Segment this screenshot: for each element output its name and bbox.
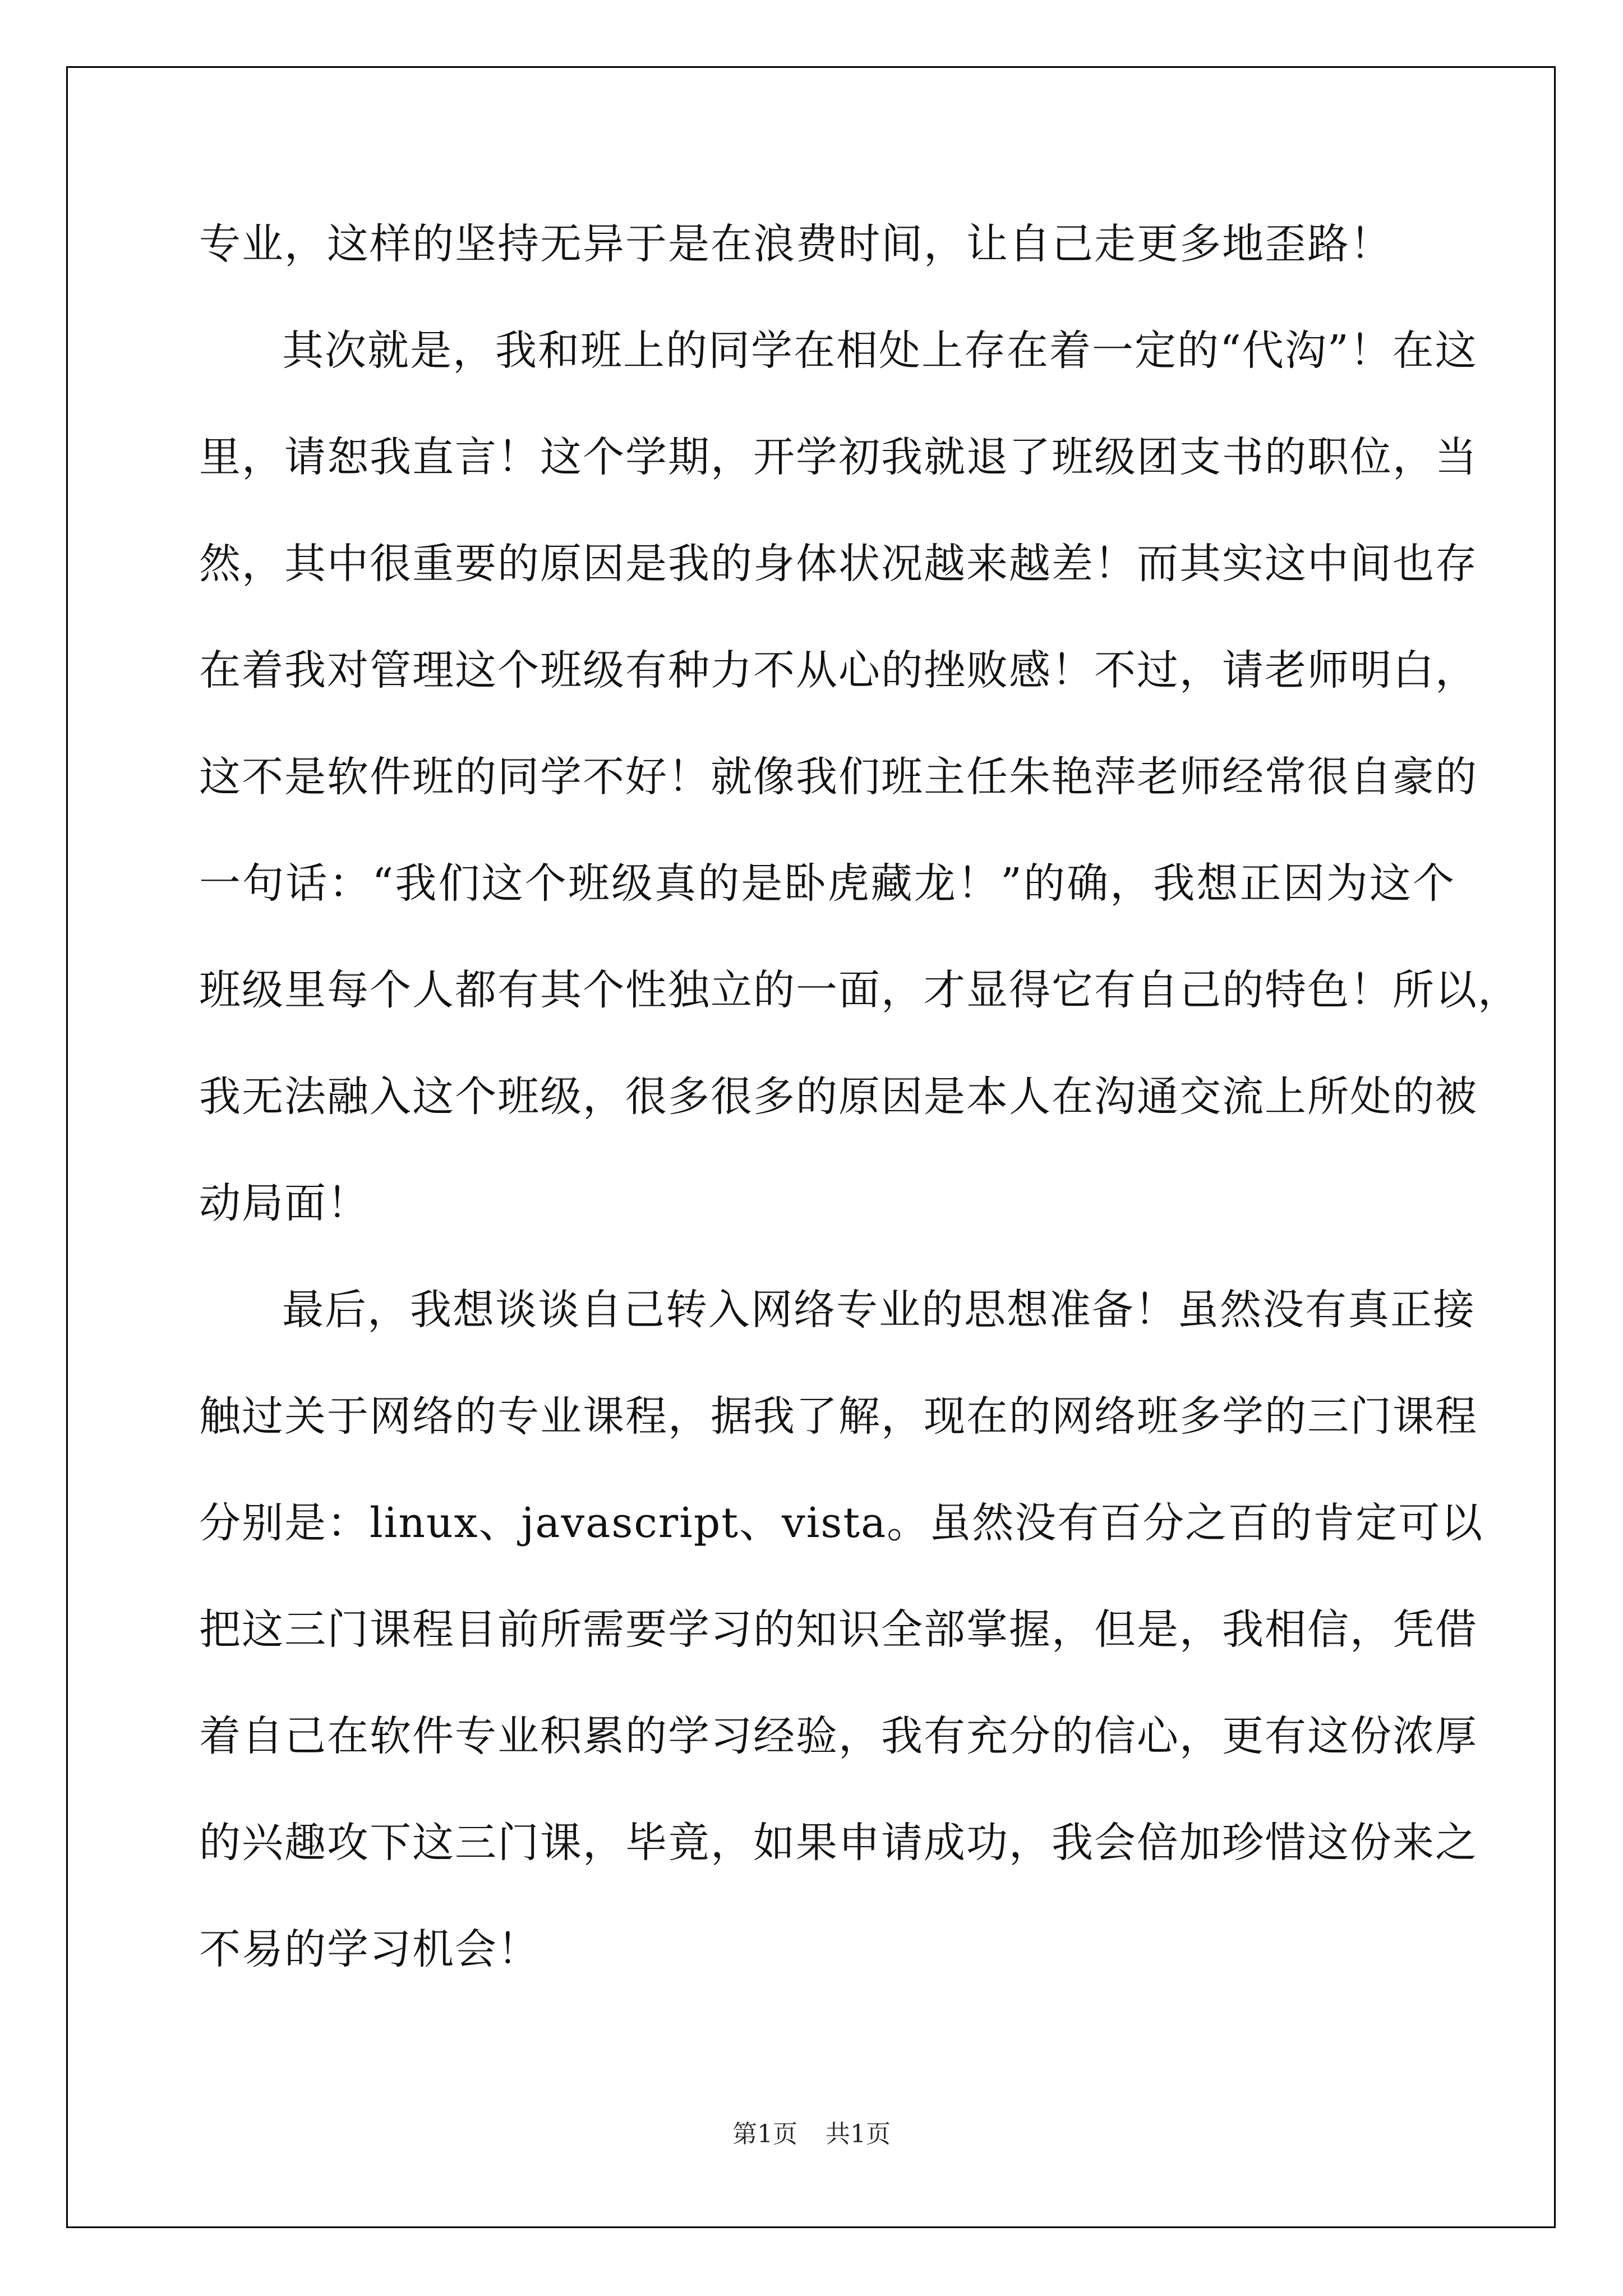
page-number-current: 第1页 <box>732 2120 797 2148</box>
text-line: 把这三门课程目前所需要学习的知识全部掌握，但是，我相信，凭借 <box>199 1605 1478 1654</box>
text-line: 其次就是，我和班上的同学在相处上存在着一定的“代沟”！在这 <box>282 326 1478 375</box>
text-line: 不易的学习机会！ <box>199 1925 540 1973</box>
text-line: 专业，这样的坚持无异于是在浪费时间，让自己走更多地歪路！ <box>199 220 1393 268</box>
text-line: 的兴趣攻下这三门课，毕竟，如果申请成功，我会倍加珍惜这份来之 <box>199 1819 1478 1867</box>
text-line: 然，其中很重要的原因是我的身体状况越来越差！而其实这中间也存 <box>199 540 1478 588</box>
text-line: 一句话：“我们这个班级真的是卧虎藏龙！”的确，我想正因为这个 <box>199 859 1455 908</box>
text-line: 我无法融入这个班级，很多很多的原因是本人在沟通交流上所处的被 <box>199 1073 1478 1121</box>
text-line: 分别是：linux、javascript、vista。虽然没有百分之百的肯定可以 <box>199 1499 1484 1547</box>
text-line: 动局面！ <box>199 1179 370 1227</box>
text-line: 触过关于网络的专业课程，据我了解，现在的网络班多学的三门课程 <box>199 1392 1478 1441</box>
page-number-total: 共1页 <box>826 2120 891 2148</box>
text-line: 这不是软件班的同学不好！就像我们班主任朱艳萍老师经常很自豪的 <box>199 753 1478 801</box>
text-line: 着自己在软件专业积累的学习经验，我有充分的信心，更有这份浓厚 <box>199 1712 1478 1760</box>
text-line: 在着我对管理这个班级有种力不从心的挫败感！不过，请老师明白， <box>199 646 1478 694</box>
text-line: 班级里每个人都有其个性独立的一面，才显得它有自己的特色！所以， <box>199 966 1520 1014</box>
page-footer <box>0 2118 1623 2151</box>
text-line: 里，请恕我直言！这个学期，开学初我就退了班级团支书的职位，当 <box>199 433 1478 481</box>
text-line: 最后，我想谈谈自己转入网络专业的思想准备！虽然没有真正接 <box>282 1286 1476 1334</box>
